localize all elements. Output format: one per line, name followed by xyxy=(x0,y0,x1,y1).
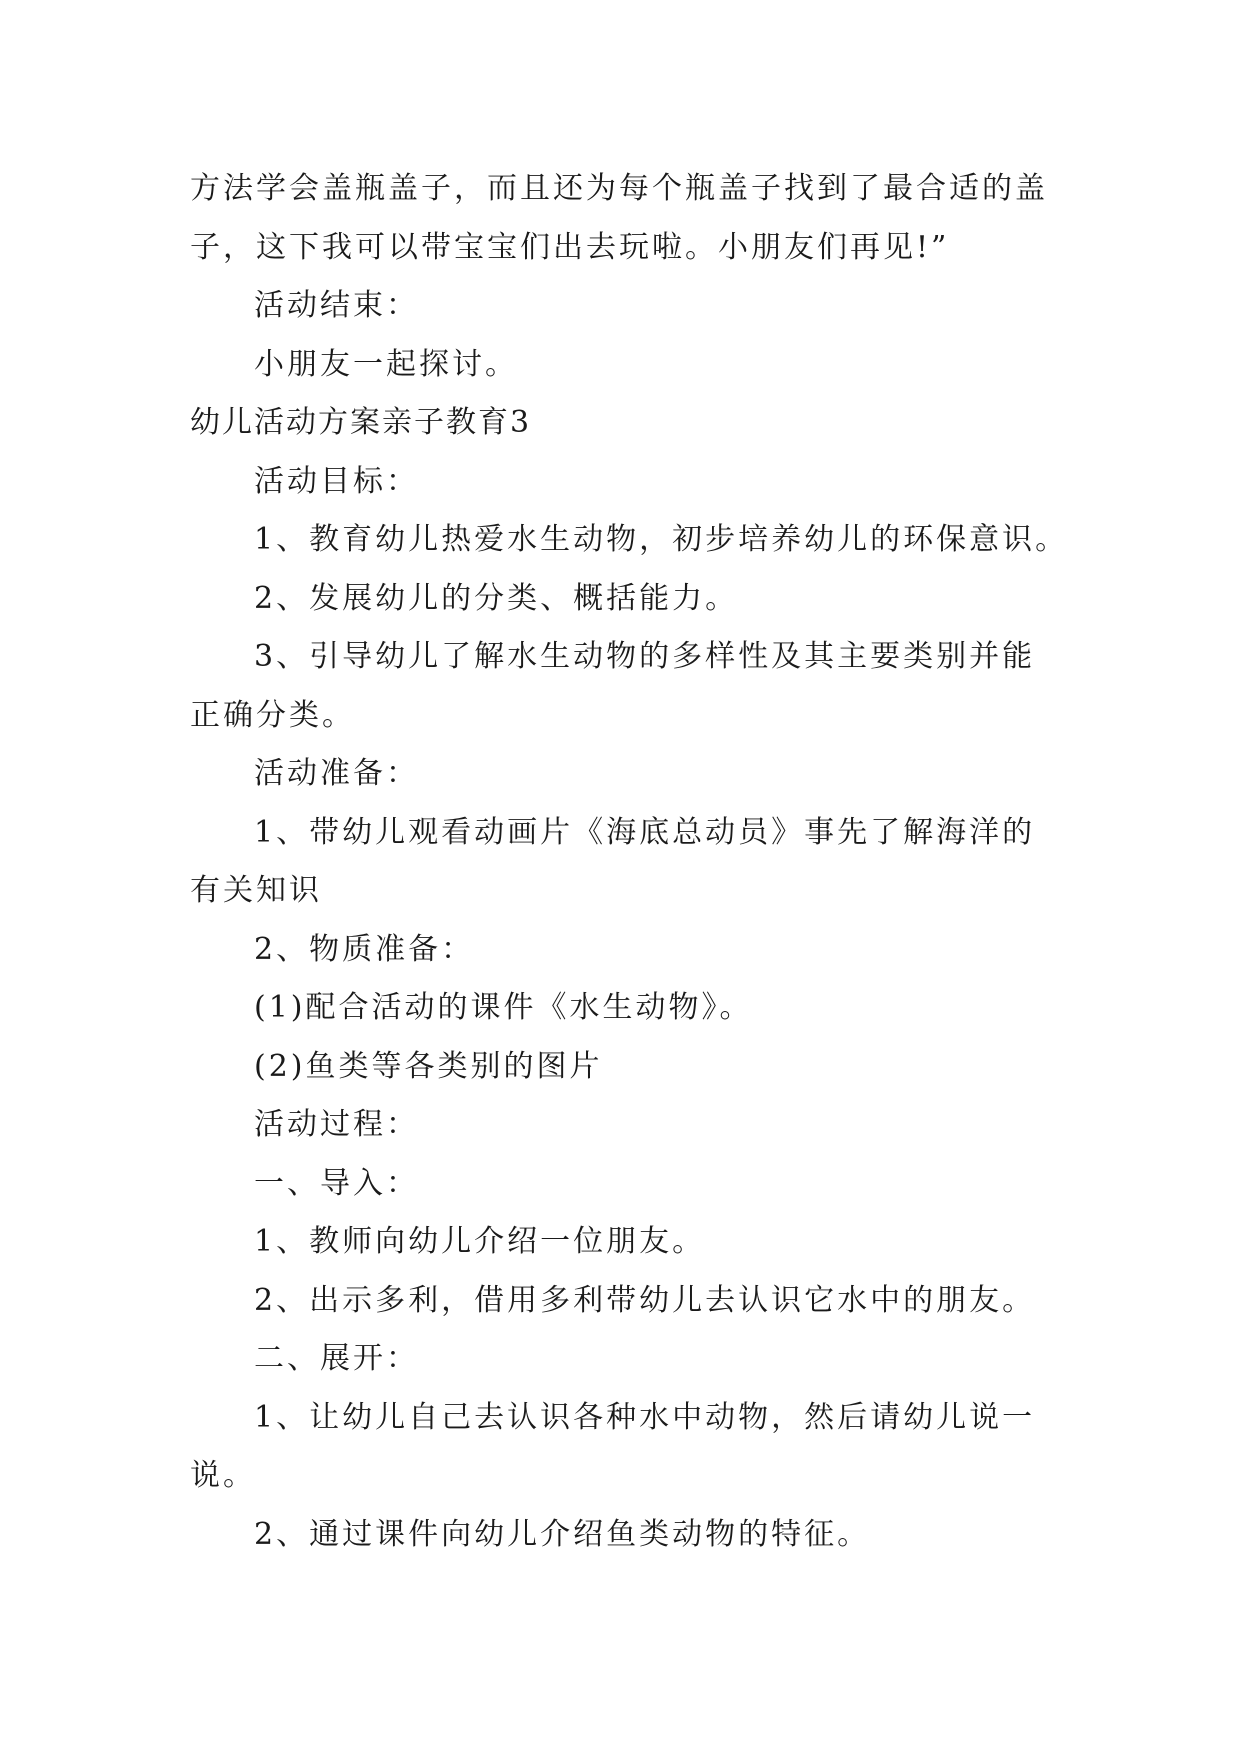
section-heading: 幼儿活动方案亲子教育3 xyxy=(190,405,532,440)
paragraph-line: 方法学会盖瓶盖子，而且还为每个瓶盖子找到了最合适的盖 xyxy=(190,171,1048,206)
subsection-label: 二、展开： xyxy=(254,1341,419,1376)
section-label: 活动目标： xyxy=(254,463,419,499)
list-item: 1、带幼儿观看动画片《海底总动员》事先了解海洋的 xyxy=(254,814,1036,850)
list-item-continuation: 说。 xyxy=(190,1458,256,1493)
paragraph-line: 小朋友一起探讨。 xyxy=(254,346,518,382)
paragraph-line: 子，这下我可以带宝宝们出去玩啦。小朋友们再见!” xyxy=(190,229,950,265)
list-item-continuation: 正确分类。 xyxy=(190,697,355,733)
list-item: 3、引导幼儿了解水生动物的多样性及其主要类别并能 xyxy=(254,639,1036,674)
list-item: 2、物质准备： xyxy=(254,931,475,967)
sub-list-item: (2)鱼类等各类别的图片 xyxy=(254,1048,603,1084)
section-label: 活动准备： xyxy=(254,756,419,791)
list-item: 1、教育幼儿热爱水生动物，初步培养幼儿的环保意识。 xyxy=(254,522,1069,557)
list-item: 2、发展幼儿的分类、概括能力。 xyxy=(254,580,739,616)
document-body xyxy=(190,160,1069,1564)
list-item: 1、让幼儿自己去认识各种水中动物，然后请幼儿说一 xyxy=(254,1399,1036,1435)
list-item: 2、通过课件向幼儿介绍鱼类动物的特征。 xyxy=(254,1516,871,1552)
section-label: 活动过程： xyxy=(254,1107,419,1142)
subsection-label: 一、导入： xyxy=(254,1165,419,1201)
sub-list-item: (1)配合活动的课件《水生动物》。 xyxy=(254,990,753,1025)
list-item: 2、出示多利，借用多利带幼儿去认识它水中的朋友。 xyxy=(254,1282,1036,1318)
list-item-continuation: 有关知识 xyxy=(190,873,322,908)
list-item: 1、教师向幼儿介绍一位朋友。 xyxy=(254,1224,706,1259)
section-label: 活动结束： xyxy=(254,288,419,323)
